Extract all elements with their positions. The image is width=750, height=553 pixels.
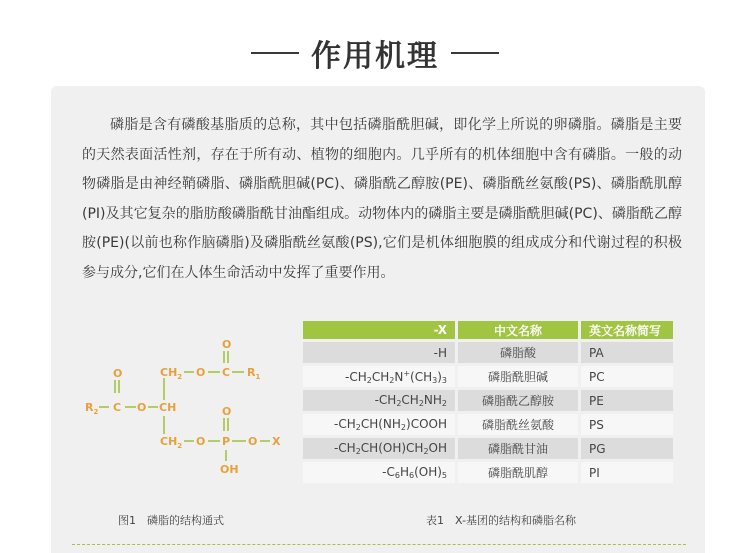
structure-atoms	[85, 338, 281, 476]
phospholipid-structure-diagram	[80, 330, 292, 480]
atom-r2: $R_2$	[85, 401, 99, 416]
table-row	[303, 366, 673, 387]
english-abbreviation: PG	[581, 438, 673, 459]
table-row	[303, 462, 673, 483]
table-body	[303, 342, 673, 483]
atom-o-phosphate-top: O	[222, 405, 232, 418]
atom-ch2-bottom: $CH_2$	[160, 435, 183, 450]
atom-p: P	[222, 435, 231, 448]
table-row	[303, 438, 673, 459]
atom-oh: OH	[220, 463, 239, 476]
structure-bonds	[99, 351, 270, 461]
table-row	[303, 342, 673, 363]
x-group-formula: $-CH_2CH(NH_2)COOH$	[303, 414, 455, 435]
atom-o-chain: O	[196, 366, 206, 379]
title-right-line	[451, 52, 499, 54]
x-group-formula: $-CH_2CH(OH)CH_2OH$	[303, 438, 455, 459]
atom-o-top: O	[222, 338, 232, 351]
chinese-name: 磷脂酰甘油	[458, 438, 578, 459]
atom-r1: $R_1$	[247, 366, 261, 381]
english-abbreviation: PC	[581, 366, 673, 387]
english-abbreviation: PS	[581, 414, 673, 435]
english-abbreviation: PA	[581, 342, 673, 363]
figure-caption: 图1 磷脂的结构通式	[118, 514, 224, 527]
english-abbreviation: PE	[581, 390, 673, 411]
x-group-formula: $-C_6H_6(OH)_5$	[303, 462, 455, 483]
atom-c-left: C	[113, 401, 122, 414]
table-row	[303, 390, 673, 411]
table-header-english-abbr: 英文名称简写	[581, 321, 673, 339]
table-header-x: -X	[303, 321, 455, 339]
chinese-name: 磷脂酰乙醇胺	[458, 390, 578, 411]
atom-o-phosphate-right: O	[248, 435, 258, 448]
x-group-table	[300, 318, 676, 486]
title-row	[0, 28, 750, 78]
atom-o-left: O	[113, 367, 123, 380]
atom-x: X	[272, 435, 281, 448]
title-left-line	[251, 52, 299, 54]
chinese-name: 磷脂酰丝氨酸	[458, 414, 578, 435]
table-header-row	[303, 321, 673, 339]
x-group-formula: $-CH_2CH_2NH_2$	[303, 390, 455, 411]
atom-ch2-top: $CH_2$	[160, 366, 183, 381]
atom-ch: CH	[159, 401, 177, 414]
dashed-divider	[72, 544, 686, 545]
table-row	[303, 414, 673, 435]
atom-o-bottom: O	[196, 435, 206, 448]
atom-c-top: C	[222, 366, 231, 379]
chinese-name: 磷脂酰胆碱	[458, 366, 578, 387]
table-header-chinese-name: 中文名称	[458, 321, 578, 339]
english-abbreviation: PI	[581, 462, 673, 483]
atom-o-middle: O	[137, 401, 147, 414]
chinese-name: 磷脂酸	[458, 342, 578, 363]
x-group-formula: -H	[303, 342, 455, 363]
intro-paragraph: 磷脂是含有磷酸基脂质的总称，其中包括磷脂酰胆碱，即化学上所说的卵磷脂。磷脂是主要的天然表面活性剂，存在于所有动、植物的细胞内。几乎所有的机体细胞中含有磷脂。一般的动物磷脂是由神经鞘磷脂、磷脂酰胆碱(PC)、磷脂酰乙醇胺(PE)、磷脂酰丝氨酸(PS)、磷脂酰肌醇(PI)及其它复杂的脂肪酸磷脂酰甘油酯组成。动物体内的磷脂主要是磷脂酰胆碱(PC)、磷脂酰乙醇胺(PE)(以前也称作脑磷脂)及磷脂酰丝氨酸(PS),它们是机体细胞膜的组成成分和代谢过程的积极参与成分,它们在人体生命活动中发挥了重要作用。	[82, 117, 682, 281]
page-title: 作用机理	[311, 39, 439, 74]
chinese-name: 磷脂酰肌醇	[458, 462, 578, 483]
table-caption: 表1 X-基团的结构和磷脂名称	[426, 514, 576, 527]
x-group-formula: $-CH_2CH_2N^+(CH_3)_3$	[303, 366, 455, 387]
